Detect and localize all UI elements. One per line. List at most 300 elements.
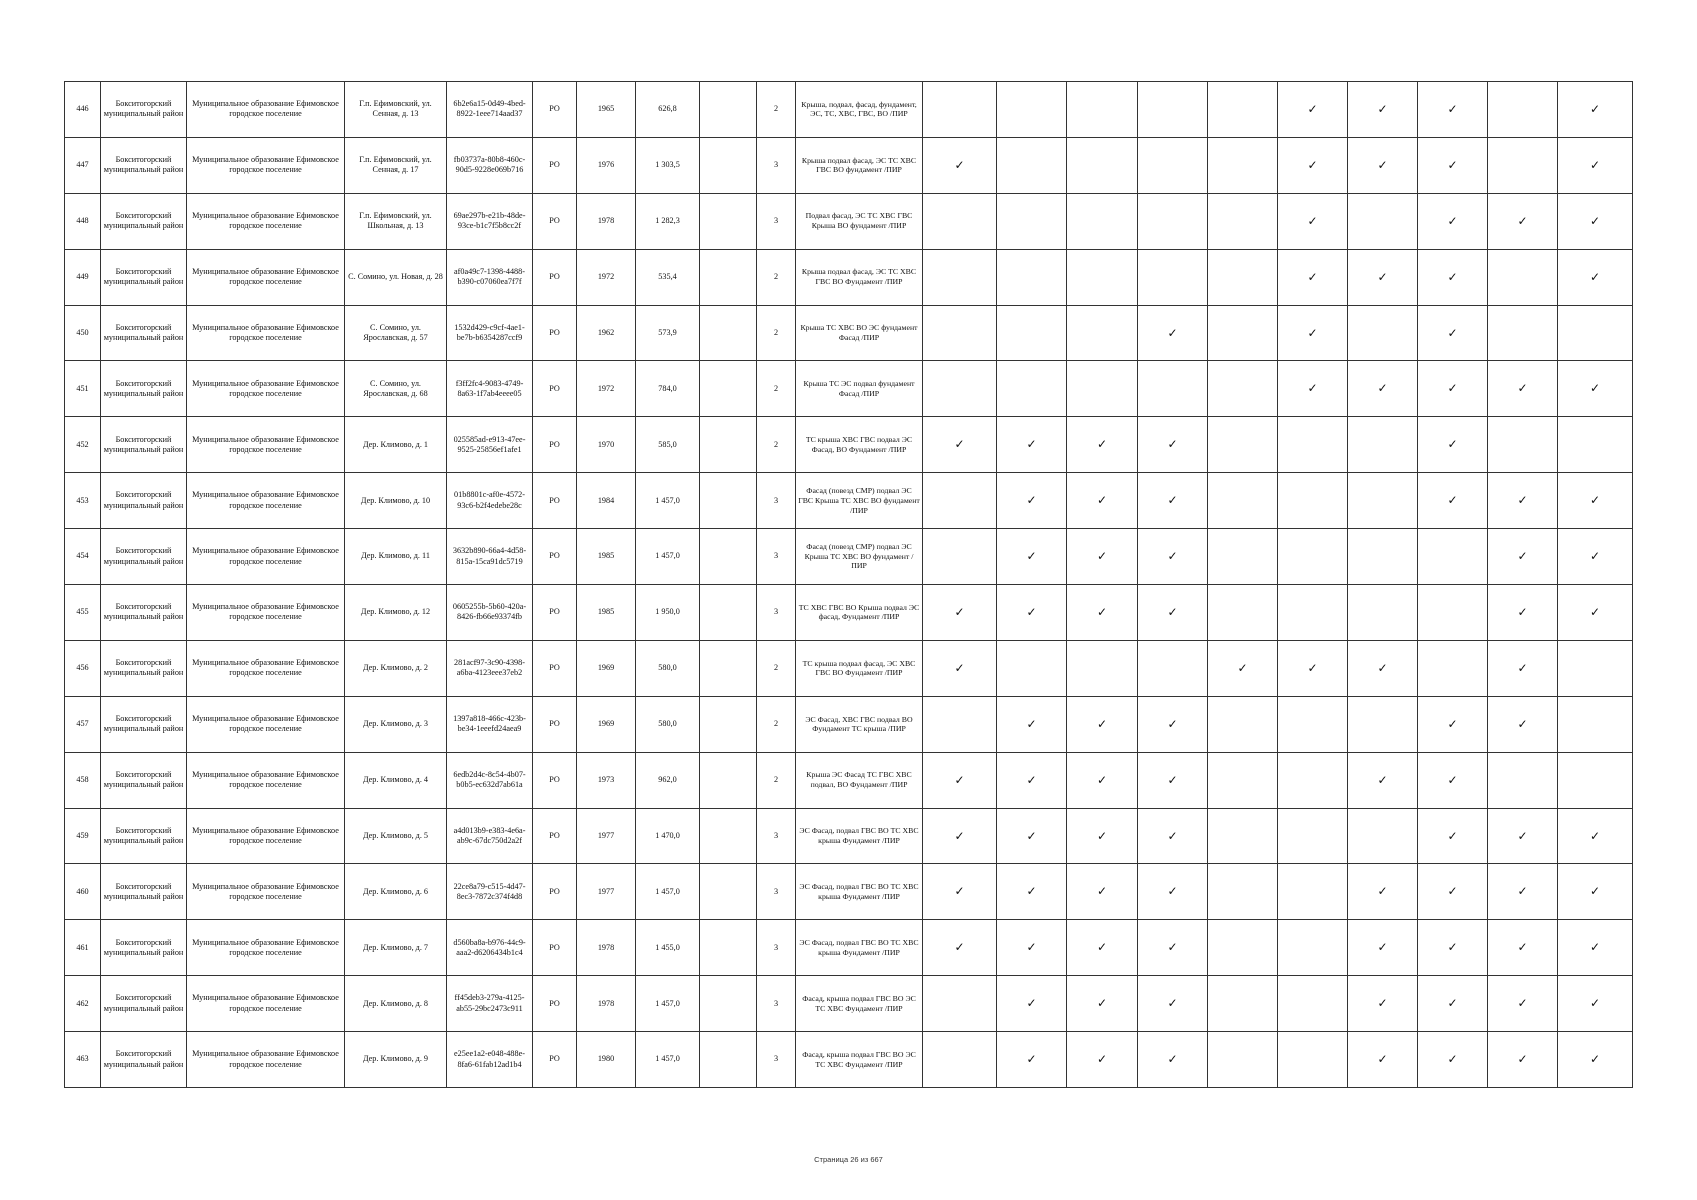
empty-check-cell <box>997 193 1067 249</box>
cell-address: Г.п. Ефимовский, ул. Школьная, д. 13 <box>345 193 447 249</box>
cell-district: Бокситогорский муниципальный район <box>101 1032 187 1088</box>
cell-area: 1 470,0 <box>636 808 700 864</box>
empty-check-cell <box>1278 976 1348 1032</box>
cell-method: РО <box>533 808 577 864</box>
table-row <box>65 696 1633 752</box>
cell-district: Бокситогорский муниципальный район <box>101 305 187 361</box>
cell-empty1 <box>700 361 757 417</box>
cell-guid: 025585ad-e913-47ee-9525-25856ef1afe1 <box>447 417 533 473</box>
check-mark-icon: ✓ <box>1418 1032 1488 1088</box>
cell-area: 1 950,0 <box>636 585 700 641</box>
check-mark-icon: ✓ <box>1067 696 1138 752</box>
check-mark-icon: ✓ <box>1208 640 1278 696</box>
check-mark-icon: ✓ <box>1348 640 1418 696</box>
cell-municipality: Муниципальное образование Ефимовское городское поселение <box>187 864 345 920</box>
empty-check-cell <box>1488 305 1558 361</box>
empty-check-cell <box>1278 585 1348 641</box>
cell-district: Бокситогорский муниципальный район <box>101 473 187 529</box>
check-mark-icon: ✓ <box>997 920 1067 976</box>
cell-guid: fb03737a-80b8-460c-90d5-9228e069b716 <box>447 137 533 193</box>
cell-year: 1985 <box>577 529 636 585</box>
table-row <box>65 249 1633 305</box>
cell-works: Фасад, крыша подвал ГВС ВО ЭС ТС ХВС Фундамент /ПИР <box>796 1032 923 1088</box>
cell-district: Бокситогорский муниципальный район <box>101 752 187 808</box>
empty-check-cell <box>1488 752 1558 808</box>
cell-works: Крыша подвал фасад, ЭС ТС ХВС ГВС ВО Фундамент /ПИР <box>796 249 923 305</box>
check-mark-icon: ✓ <box>997 473 1067 529</box>
cell-floors: 3 <box>757 193 796 249</box>
check-mark-icon: ✓ <box>1488 473 1558 529</box>
cell-floors: 2 <box>757 82 796 138</box>
empty-check-cell <box>1208 193 1278 249</box>
check-mark-icon: ✓ <box>1348 752 1418 808</box>
check-mark-icon: ✓ <box>1138 920 1208 976</box>
cell-municipality: Муниципальное образование Ефимовское городское поселение <box>187 473 345 529</box>
cell-num: 448 <box>65 193 101 249</box>
check-mark-icon: ✓ <box>1418 808 1488 864</box>
cell-guid: f3ff2fc4-9083-4749-8a63-1f7ab4eeee05 <box>447 361 533 417</box>
table-row <box>65 529 1633 585</box>
cell-address: С. Сомино, ул. Новая, д. 28 <box>345 249 447 305</box>
check-mark-icon: ✓ <box>1418 417 1488 473</box>
empty-check-cell <box>1208 920 1278 976</box>
empty-check-cell <box>1208 696 1278 752</box>
check-mark-icon: ✓ <box>1488 585 1558 641</box>
cell-year: 1984 <box>577 473 636 529</box>
table-row <box>65 808 1633 864</box>
cell-works: Крыша ТС ЭС подвал фундамент Фасад /ПИР <box>796 361 923 417</box>
check-mark-icon: ✓ <box>1138 1032 1208 1088</box>
empty-check-cell <box>1488 137 1558 193</box>
cell-municipality: Муниципальное образование Ефимовское городское поселение <box>187 417 345 473</box>
cell-num: 458 <box>65 752 101 808</box>
cell-floors: 3 <box>757 585 796 641</box>
cell-floors: 3 <box>757 864 796 920</box>
cell-year: 1978 <box>577 976 636 1032</box>
check-mark-icon: ✓ <box>1067 585 1138 641</box>
cell-area: 535,4 <box>636 249 700 305</box>
cell-district: Бокситогорский муниципальный район <box>101 808 187 864</box>
empty-check-cell <box>1278 808 1348 864</box>
cell-area: 585,0 <box>636 417 700 473</box>
check-mark-icon: ✓ <box>1418 82 1488 138</box>
cell-method: РО <box>533 1032 577 1088</box>
table-row <box>65 976 1633 1032</box>
cell-year: 1973 <box>577 752 636 808</box>
cell-method: РО <box>533 361 577 417</box>
check-mark-icon: ✓ <box>1138 473 1208 529</box>
cell-method: РО <box>533 752 577 808</box>
check-mark-icon: ✓ <box>1418 249 1488 305</box>
check-mark-icon: ✓ <box>1418 864 1488 920</box>
cell-area: 1 457,0 <box>636 976 700 1032</box>
table-row <box>65 361 1633 417</box>
cell-area: 1 457,0 <box>636 864 700 920</box>
cell-guid: 0605255b-5b60-420a-8426-fb66e93374fb <box>447 585 533 641</box>
cell-method: РО <box>533 920 577 976</box>
check-mark-icon: ✓ <box>1558 585 1633 641</box>
empty-check-cell <box>1208 976 1278 1032</box>
check-mark-icon: ✓ <box>1418 920 1488 976</box>
page-footer: Страница 26 из 667 <box>814 1155 883 1164</box>
empty-check-cell <box>997 249 1067 305</box>
empty-check-cell <box>997 361 1067 417</box>
cell-floors: 2 <box>757 752 796 808</box>
check-mark-icon: ✓ <box>997 808 1067 864</box>
cell-address: Дер. Климово, д. 4 <box>345 752 447 808</box>
cell-area: 784,0 <box>636 361 700 417</box>
cell-address: Дер. Климово, д. 5 <box>345 808 447 864</box>
cell-address: Дер. Климово, д. 6 <box>345 864 447 920</box>
empty-check-cell <box>1278 1032 1348 1088</box>
empty-check-cell <box>997 305 1067 361</box>
table-row <box>65 137 1633 193</box>
cell-guid: 22ce8a79-c515-4d47-8ec3-7872c374f4d8 <box>447 864 533 920</box>
check-mark-icon: ✓ <box>1138 417 1208 473</box>
check-mark-icon: ✓ <box>923 137 997 193</box>
cell-num: 452 <box>65 417 101 473</box>
empty-check-cell <box>1138 137 1208 193</box>
check-mark-icon: ✓ <box>1488 808 1558 864</box>
cell-empty1 <box>700 529 757 585</box>
empty-check-cell <box>997 137 1067 193</box>
empty-check-cell <box>1558 305 1633 361</box>
cell-num: 457 <box>65 696 101 752</box>
empty-check-cell <box>1488 249 1558 305</box>
empty-check-cell <box>1067 249 1138 305</box>
check-mark-icon: ✓ <box>1558 193 1633 249</box>
check-mark-icon: ✓ <box>1418 696 1488 752</box>
table-row <box>65 640 1633 696</box>
empty-check-cell <box>1348 417 1418 473</box>
table-row <box>65 473 1633 529</box>
cell-district: Бокситогорский муниципальный район <box>101 137 187 193</box>
cell-floors: 2 <box>757 361 796 417</box>
check-mark-icon: ✓ <box>1067 808 1138 864</box>
cell-works: Фасад (повезд СМР) подвал ЭС ГВС Крыша ТС ХВС ВО фундамент /ПИР <box>796 473 923 529</box>
check-mark-icon: ✓ <box>1138 752 1208 808</box>
table-row <box>65 585 1633 641</box>
check-mark-icon: ✓ <box>1348 864 1418 920</box>
cell-num: 451 <box>65 361 101 417</box>
empty-check-cell <box>923 473 997 529</box>
cell-guid: a4d013b9-e383-4e6a-ab9c-67dc750d2a2f <box>447 808 533 864</box>
table-row <box>65 752 1633 808</box>
cell-works: Крыша подвал фасад, ЭС ТС ХВС ГВС ВО фундамент /ПИР <box>796 137 923 193</box>
cell-municipality: Муниципальное образование Ефимовское городское поселение <box>187 82 345 138</box>
empty-check-cell <box>1208 361 1278 417</box>
cell-municipality: Муниципальное образование Ефимовское городское поселение <box>187 808 345 864</box>
check-mark-icon: ✓ <box>923 752 997 808</box>
cell-method: РО <box>533 585 577 641</box>
cell-address: Дер. Климово, д. 11 <box>345 529 447 585</box>
cell-year: 1985 <box>577 585 636 641</box>
cell-guid: 01b8801c-af0e-4572-93c6-b2f4edebe28c <box>447 473 533 529</box>
empty-check-cell <box>923 976 997 1032</box>
cell-area: 580,0 <box>636 696 700 752</box>
cell-address: Дер. Климово, д. 3 <box>345 696 447 752</box>
empty-check-cell <box>1558 752 1633 808</box>
cell-municipality: Муниципальное образование Ефимовское городское поселение <box>187 752 345 808</box>
cell-num: 453 <box>65 473 101 529</box>
check-mark-icon: ✓ <box>1138 696 1208 752</box>
cell-method: РО <box>533 82 577 138</box>
check-mark-icon: ✓ <box>1278 82 1348 138</box>
cell-address: Дер. Климово, д. 2 <box>345 640 447 696</box>
cell-guid: 3632b890-66a4-4d58-815a-15ca91dc5719 <box>447 529 533 585</box>
cell-year: 1977 <box>577 864 636 920</box>
cell-guid: 1532d429-c9cf-4ae1-be7b-b6354287ccf9 <box>447 305 533 361</box>
cell-floors: 2 <box>757 417 796 473</box>
empty-check-cell <box>1208 82 1278 138</box>
check-mark-icon: ✓ <box>923 585 997 641</box>
table-row <box>65 417 1633 473</box>
cell-works: ЭС Фасад, подвал ГВС ВО ТС ХВС крыша Фундамент /ПИР <box>796 920 923 976</box>
check-mark-icon: ✓ <box>1067 417 1138 473</box>
check-mark-icon: ✓ <box>1488 529 1558 585</box>
check-mark-icon: ✓ <box>1348 82 1418 138</box>
empty-check-cell <box>1208 305 1278 361</box>
cell-year: 1970 <box>577 417 636 473</box>
empty-check-cell <box>1558 640 1633 696</box>
housing-register-table <box>64 81 1633 1088</box>
cell-floors: 3 <box>757 920 796 976</box>
empty-check-cell <box>923 193 997 249</box>
check-mark-icon: ✓ <box>1138 529 1208 585</box>
empty-check-cell <box>923 361 997 417</box>
check-mark-icon: ✓ <box>1067 920 1138 976</box>
cell-works: ТС крыша подвал фасад, ЭС ХВС ГВС ВО Фундамент /ПИР <box>796 640 923 696</box>
check-mark-icon: ✓ <box>997 585 1067 641</box>
cell-district: Бокситогорский муниципальный район <box>101 696 187 752</box>
empty-check-cell <box>1138 640 1208 696</box>
cell-empty1 <box>700 752 757 808</box>
cell-floors: 3 <box>757 529 796 585</box>
empty-check-cell <box>1067 82 1138 138</box>
table-body <box>65 82 1633 1088</box>
check-mark-icon: ✓ <box>1488 361 1558 417</box>
cell-works: ЭС Фасад, подвал ГВС ВО ТС ХВС крыша Фундамент /ПИР <box>796 808 923 864</box>
cell-year: 1972 <box>577 361 636 417</box>
cell-floors: 2 <box>757 249 796 305</box>
empty-check-cell <box>1418 529 1488 585</box>
cell-guid: d560ba8a-b976-44c9-aaa2-d6206434b1c4 <box>447 920 533 976</box>
cell-method: РО <box>533 193 577 249</box>
check-mark-icon: ✓ <box>1067 473 1138 529</box>
cell-works: Фасад, крыша подвал ГВС ВО ЭС ТС ХВС Фундамент /ПИР <box>796 976 923 1032</box>
cell-empty1 <box>700 417 757 473</box>
cell-floors: 2 <box>757 305 796 361</box>
check-mark-icon: ✓ <box>997 864 1067 920</box>
cell-method: РО <box>533 305 577 361</box>
check-mark-icon: ✓ <box>1558 82 1633 138</box>
cell-num: 447 <box>65 137 101 193</box>
cell-num: 449 <box>65 249 101 305</box>
cell-num: 455 <box>65 585 101 641</box>
cell-works: Фасад (повезд СМР) подвал ЭС Крыша ТС ХВС ВО фундамент /ПИР <box>796 529 923 585</box>
cell-municipality: Муниципальное образование Ефимовское городское поселение <box>187 696 345 752</box>
cell-guid: 6b2e6a15-0d49-4bed-8922-1eee714aad37 <box>447 82 533 138</box>
empty-check-cell <box>1067 137 1138 193</box>
empty-check-cell <box>1138 249 1208 305</box>
cell-guid: 281acf97-3c90-4398-a6ba-4123eee37eb2 <box>447 640 533 696</box>
empty-check-cell <box>1278 920 1348 976</box>
cell-num: 462 <box>65 976 101 1032</box>
cell-guid: e25ee1a2-e048-488e-8fa6-61fab12ad1b4 <box>447 1032 533 1088</box>
empty-check-cell <box>1348 808 1418 864</box>
check-mark-icon: ✓ <box>1558 473 1633 529</box>
empty-check-cell <box>1138 193 1208 249</box>
cell-empty1 <box>700 864 757 920</box>
cell-municipality: Муниципальное образование Ефимовское городское поселение <box>187 1032 345 1088</box>
cell-empty1 <box>700 305 757 361</box>
check-mark-icon: ✓ <box>1348 361 1418 417</box>
cell-district: Бокситогорский муниципальный район <box>101 585 187 641</box>
cell-guid: ff45deb3-279a-4125-ab55-29bc2473c911 <box>447 976 533 1032</box>
empty-check-cell <box>997 82 1067 138</box>
cell-empty1 <box>700 82 757 138</box>
cell-municipality: Муниципальное образование Ефимовское городское поселение <box>187 640 345 696</box>
cell-guid: 1397a818-466c-423b-be34-1eeefd24aea9 <box>447 696 533 752</box>
empty-check-cell <box>1418 640 1488 696</box>
cell-num: 456 <box>65 640 101 696</box>
cell-year: 1962 <box>577 305 636 361</box>
empty-check-cell <box>997 640 1067 696</box>
cell-address: Дер. Климово, д. 1 <box>345 417 447 473</box>
empty-check-cell <box>1278 417 1348 473</box>
check-mark-icon: ✓ <box>1067 976 1138 1032</box>
empty-check-cell <box>1067 361 1138 417</box>
cell-guid: af0a49c7-1398-4488-b390-c07060ea7f7f <box>447 249 533 305</box>
check-mark-icon: ✓ <box>1138 305 1208 361</box>
empty-check-cell <box>1067 640 1138 696</box>
cell-district: Бокситогорский муниципальный район <box>101 249 187 305</box>
check-mark-icon: ✓ <box>997 529 1067 585</box>
check-mark-icon: ✓ <box>923 808 997 864</box>
cell-works: Крыша ЭС Фасад ТС ГВС ХВС подвал, ВО Фундамент /ПИР <box>796 752 923 808</box>
cell-area: 1 457,0 <box>636 1032 700 1088</box>
cell-area: 1 457,0 <box>636 473 700 529</box>
cell-area: 1 455,0 <box>636 920 700 976</box>
cell-municipality: Муниципальное образование Ефимовское городское поселение <box>187 193 345 249</box>
check-mark-icon: ✓ <box>997 417 1067 473</box>
empty-check-cell <box>1138 82 1208 138</box>
cell-method: РО <box>533 137 577 193</box>
check-mark-icon: ✓ <box>1418 752 1488 808</box>
check-mark-icon: ✓ <box>923 864 997 920</box>
check-mark-icon: ✓ <box>1278 137 1348 193</box>
cell-area: 573,9 <box>636 305 700 361</box>
cell-district: Бокситогорский муниципальный район <box>101 976 187 1032</box>
check-mark-icon: ✓ <box>1278 193 1348 249</box>
cell-address: Дер. Климово, д. 10 <box>345 473 447 529</box>
cell-floors: 3 <box>757 1032 796 1088</box>
cell-method: РО <box>533 864 577 920</box>
cell-year: 1978 <box>577 920 636 976</box>
cell-empty1 <box>700 976 757 1032</box>
cell-guid: 69ae297b-e21b-48de-93ce-b1c7f5b8cc2f <box>447 193 533 249</box>
cell-empty1 <box>700 640 757 696</box>
check-mark-icon: ✓ <box>1558 808 1633 864</box>
cell-works: Крыша, подвал, фасад, фундамент, ЭС, ТС, ХВС, ГВС, ВО /ПИР <box>796 82 923 138</box>
empty-check-cell <box>923 305 997 361</box>
cell-district: Бокситогорский муниципальный район <box>101 193 187 249</box>
empty-check-cell <box>1418 585 1488 641</box>
cell-method: РО <box>533 696 577 752</box>
cell-address: Дер. Климово, д. 7 <box>345 920 447 976</box>
check-mark-icon: ✓ <box>1488 1032 1558 1088</box>
check-mark-icon: ✓ <box>1488 864 1558 920</box>
check-mark-icon: ✓ <box>1138 585 1208 641</box>
table-row <box>65 864 1633 920</box>
cell-year: 1980 <box>577 1032 636 1088</box>
empty-check-cell <box>1208 137 1278 193</box>
check-mark-icon: ✓ <box>1488 976 1558 1032</box>
check-mark-icon: ✓ <box>1418 193 1488 249</box>
cell-district: Бокситогорский муниципальный район <box>101 640 187 696</box>
empty-check-cell <box>923 529 997 585</box>
empty-check-cell <box>1348 305 1418 361</box>
empty-check-cell <box>1138 361 1208 417</box>
cell-method: РО <box>533 529 577 585</box>
empty-check-cell <box>1348 473 1418 529</box>
check-mark-icon: ✓ <box>1418 361 1488 417</box>
cell-municipality: Муниципальное образование Ефимовское городское поселение <box>187 920 345 976</box>
empty-check-cell <box>1278 696 1348 752</box>
empty-check-cell <box>1208 473 1278 529</box>
cell-num: 446 <box>65 82 101 138</box>
table-row <box>65 82 1633 138</box>
empty-check-cell <box>1208 249 1278 305</box>
cell-floors: 2 <box>757 640 796 696</box>
empty-check-cell <box>1208 864 1278 920</box>
check-mark-icon: ✓ <box>1138 976 1208 1032</box>
check-mark-icon: ✓ <box>1348 976 1418 1032</box>
check-mark-icon: ✓ <box>1558 976 1633 1032</box>
cell-district: Бокситогорский муниципальный район <box>101 82 187 138</box>
cell-works: ТС ХВС ГВС ВО Крыша подвал ЭС фасад, Фундамент /ПИР <box>796 585 923 641</box>
check-mark-icon: ✓ <box>1348 920 1418 976</box>
cell-year: 1977 <box>577 808 636 864</box>
empty-check-cell <box>1067 193 1138 249</box>
cell-area: 626,8 <box>636 82 700 138</box>
cell-year: 1978 <box>577 193 636 249</box>
check-mark-icon: ✓ <box>1418 976 1488 1032</box>
cell-method: РО <box>533 249 577 305</box>
cell-works: ЭС Фасад, ХВС ГВС подвал ВО Фундамент ТС крыша /ПИР <box>796 696 923 752</box>
cell-works: ТС крыша ХВС ГВС подвал ЭС Фасад, ВО Фундамент /ПИР <box>796 417 923 473</box>
cell-num: 460 <box>65 864 101 920</box>
check-mark-icon: ✓ <box>1558 920 1633 976</box>
empty-check-cell <box>1558 417 1633 473</box>
cell-year: 1972 <box>577 249 636 305</box>
table-row <box>65 305 1633 361</box>
cell-address: Дер. Климово, д. 9 <box>345 1032 447 1088</box>
cell-empty1 <box>700 249 757 305</box>
cell-municipality: Муниципальное образование Ефимовское городское поселение <box>187 529 345 585</box>
check-mark-icon: ✓ <box>1418 305 1488 361</box>
empty-check-cell <box>1278 473 1348 529</box>
empty-check-cell <box>923 696 997 752</box>
cell-area: 1 282,3 <box>636 193 700 249</box>
empty-check-cell <box>1558 696 1633 752</box>
empty-check-cell <box>1208 417 1278 473</box>
cell-year: 1969 <box>577 640 636 696</box>
cell-floors: 3 <box>757 137 796 193</box>
cell-district: Бокситогорский муниципальный район <box>101 920 187 976</box>
empty-check-cell <box>1208 585 1278 641</box>
check-mark-icon: ✓ <box>1488 920 1558 976</box>
